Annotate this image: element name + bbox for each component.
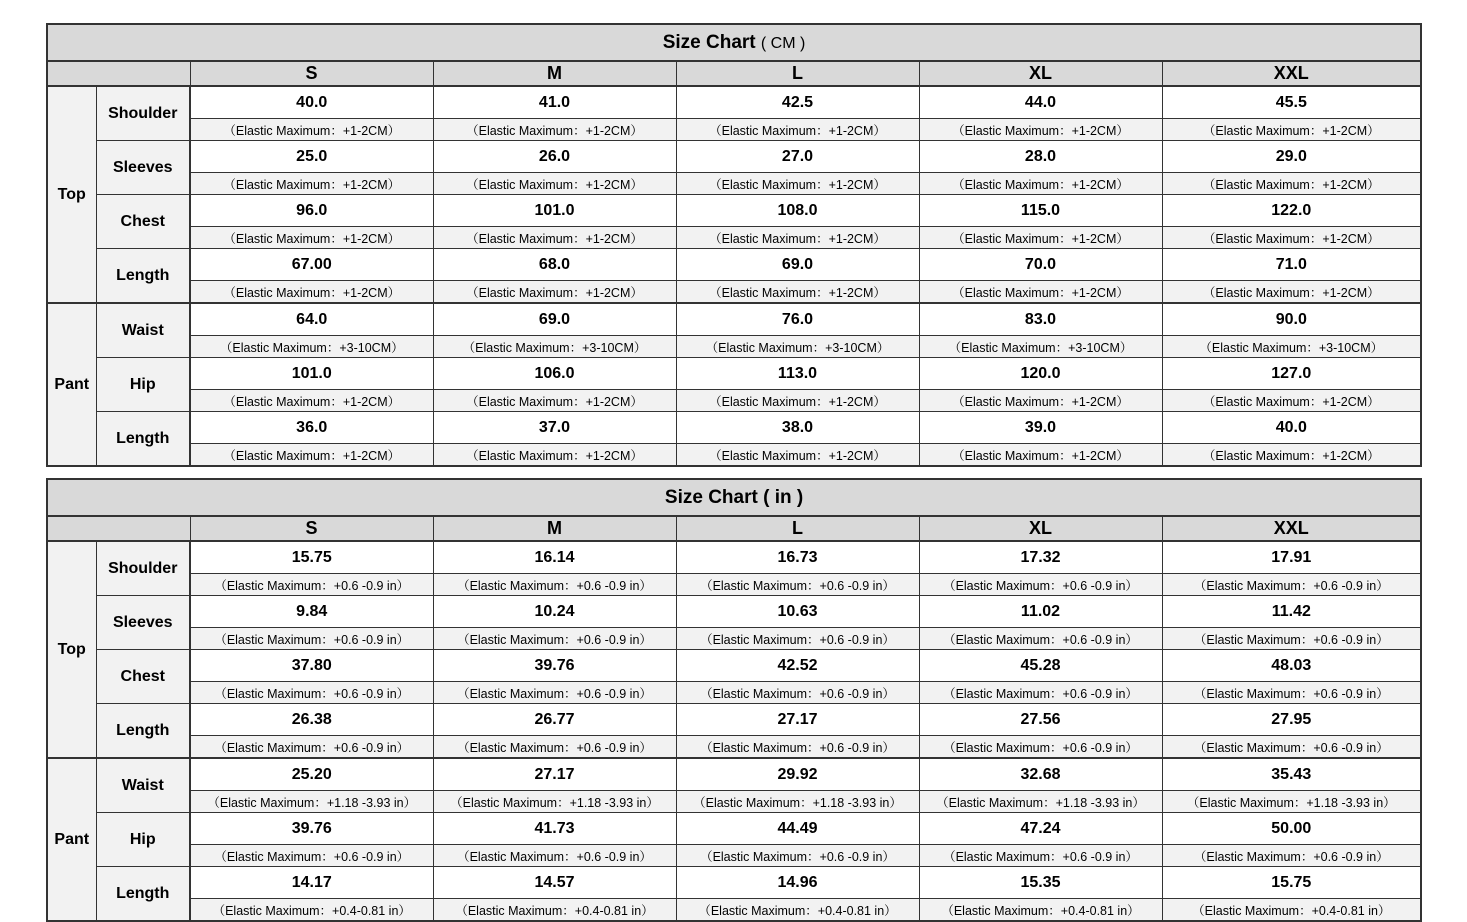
value-cell: 37.0 bbox=[433, 412, 676, 444]
tolerance-note: （Elastic Maximum：+1-2CM） bbox=[919, 119, 1162, 141]
tolerance-row bbox=[47, 390, 1421, 412]
value-cell: 42.5 bbox=[676, 86, 919, 119]
size-header-row bbox=[47, 516, 1421, 541]
value-cell: 15.75 bbox=[1162, 867, 1421, 899]
size-header-xxl: XXL bbox=[1162, 61, 1421, 86]
measurement-label-length: Length bbox=[96, 249, 190, 304]
tolerance-note: （Elastic Maximum：+1-2CM） bbox=[433, 444, 676, 467]
value-cell: 35.43 bbox=[1162, 758, 1421, 791]
group-label-top: Top bbox=[47, 86, 96, 303]
value-cell: 101.0 bbox=[433, 195, 676, 227]
measurement-label-shoulder: Shoulder bbox=[96, 86, 190, 141]
tolerance-note: （Elastic Maximum：+1-2CM） bbox=[1162, 119, 1421, 141]
tolerance-note: （Elastic Maximum：+1-2CM） bbox=[190, 119, 433, 141]
value-cell: 27.56 bbox=[919, 704, 1162, 736]
tolerance-note: （Elastic Maximum：+3-10CM） bbox=[433, 336, 676, 358]
chart-title bbox=[47, 479, 1421, 516]
tolerance-note: （Elastic Maximum：+1-2CM） bbox=[190, 390, 433, 412]
measurement-row bbox=[47, 650, 1421, 682]
tolerance-note: （Elastic Maximum：+0.6 -0.9 in） bbox=[1162, 574, 1421, 596]
measurement-label-chest: Chest bbox=[96, 195, 190, 249]
value-cell: 76.0 bbox=[676, 303, 919, 336]
tolerance-row bbox=[47, 119, 1421, 141]
value-cell: 10.63 bbox=[676, 596, 919, 628]
value-cell: 29.0 bbox=[1162, 141, 1421, 173]
tolerance-note: （Elastic Maximum：+0.6 -0.9 in） bbox=[1162, 736, 1421, 759]
value-cell: 15.75 bbox=[190, 541, 433, 574]
value-cell: 15.35 bbox=[919, 867, 1162, 899]
tolerance-row bbox=[47, 628, 1421, 650]
value-cell: 28.0 bbox=[919, 141, 1162, 173]
tolerance-row bbox=[47, 682, 1421, 704]
value-cell: 36.0 bbox=[190, 412, 433, 444]
tolerance-note: （Elastic Maximum：+1-2CM） bbox=[1162, 281, 1421, 304]
tolerance-row bbox=[47, 336, 1421, 358]
chart-title-row bbox=[47, 24, 1421, 61]
measurement-row bbox=[47, 358, 1421, 390]
tolerance-note: （Elastic Maximum：+1.18 -3.93 in） bbox=[1162, 791, 1421, 813]
tolerance-note: （Elastic Maximum：+0.6 -0.9 in） bbox=[190, 574, 433, 596]
tolerance-note: （Elastic Maximum：+1-2CM） bbox=[1162, 173, 1421, 195]
value-cell: 44.49 bbox=[676, 813, 919, 845]
value-cell: 47.24 bbox=[919, 813, 1162, 845]
value-cell: 108.0 bbox=[676, 195, 919, 227]
value-cell: 115.0 bbox=[919, 195, 1162, 227]
tolerance-note: （Elastic Maximum：+1-2CM） bbox=[433, 227, 676, 249]
tolerance-note: （Elastic Maximum：+1.18 -3.93 in） bbox=[919, 791, 1162, 813]
tolerance-note: （Elastic Maximum：+0.6 -0.9 in） bbox=[676, 682, 919, 704]
tolerance-row bbox=[47, 845, 1421, 867]
measurement-label-chest: Chest bbox=[96, 650, 190, 704]
tolerance-note: （Elastic Maximum：+1.18 -3.93 in） bbox=[676, 791, 919, 813]
value-cell: 37.80 bbox=[190, 650, 433, 682]
measurement-label-sleeves: Sleeves bbox=[96, 596, 190, 650]
measurement-row bbox=[47, 704, 1421, 736]
tolerance-note: （Elastic Maximum：+0.6 -0.9 in） bbox=[919, 845, 1162, 867]
tolerance-note: （Elastic Maximum：+0.6 -0.9 in） bbox=[433, 682, 676, 704]
value-cell: 32.68 bbox=[919, 758, 1162, 791]
value-cell: 41.0 bbox=[433, 86, 676, 119]
size-header-l: L bbox=[676, 61, 919, 86]
tolerance-row bbox=[47, 574, 1421, 596]
size-chart-cm-table bbox=[46, 23, 1422, 467]
tolerance-note: （Elastic Maximum：+0.6 -0.9 in） bbox=[676, 574, 919, 596]
size-header-s: S bbox=[190, 516, 433, 541]
tolerance-note: （Elastic Maximum：+1-2CM） bbox=[190, 444, 433, 467]
value-cell: 68.0 bbox=[433, 249, 676, 281]
tolerance-row bbox=[47, 227, 1421, 249]
measurement-label-hip: Hip bbox=[96, 358, 190, 412]
tolerance-note: （Elastic Maximum：+0.6 -0.9 in） bbox=[433, 574, 676, 596]
tolerance-note: （Elastic Maximum：+1-2CM） bbox=[433, 390, 676, 412]
value-cell: 39.76 bbox=[433, 650, 676, 682]
chart-title bbox=[47, 24, 1421, 61]
size-header-s: S bbox=[190, 61, 433, 86]
value-cell: 16.14 bbox=[433, 541, 676, 574]
tolerance-note: （Elastic Maximum：+0.6 -0.9 in） bbox=[190, 682, 433, 704]
header-corner-cell bbox=[47, 516, 190, 541]
value-cell: 29.92 bbox=[676, 758, 919, 791]
tolerance-note: （Elastic Maximum：+0.6 -0.9 in） bbox=[919, 628, 1162, 650]
value-cell: 96.0 bbox=[190, 195, 433, 227]
value-cell: 42.52 bbox=[676, 650, 919, 682]
value-cell: 40.0 bbox=[190, 86, 433, 119]
size-header-l: L bbox=[676, 516, 919, 541]
tolerance-note: （Elastic Maximum：+3-10CM） bbox=[190, 336, 433, 358]
value-cell: 27.0 bbox=[676, 141, 919, 173]
value-cell: 70.0 bbox=[919, 249, 1162, 281]
value-cell: 39.0 bbox=[919, 412, 1162, 444]
value-cell: 127.0 bbox=[1162, 358, 1421, 390]
tolerance-note: （Elastic Maximum：+1-2CM） bbox=[433, 119, 676, 141]
value-cell: 67.00 bbox=[190, 249, 433, 281]
tolerance-row bbox=[47, 281, 1421, 304]
tolerance-note: （Elastic Maximum：+0.6 -0.9 in） bbox=[433, 845, 676, 867]
measurement-label-waist: Waist bbox=[96, 303, 190, 358]
tolerance-note: （Elastic Maximum：+1-2CM） bbox=[190, 227, 433, 249]
value-cell: 11.02 bbox=[919, 596, 1162, 628]
tolerance-note: （Elastic Maximum：+3-10CM） bbox=[676, 336, 919, 358]
measurement-label-shoulder: Shoulder bbox=[96, 541, 190, 596]
value-cell: 41.73 bbox=[433, 813, 676, 845]
tolerance-note: （Elastic Maximum：+1.18 -3.93 in） bbox=[190, 791, 433, 813]
chart-title-unit: ( CM ) bbox=[760, 34, 806, 52]
chart-title-text: Size Chart bbox=[662, 31, 756, 53]
measurement-row bbox=[47, 141, 1421, 173]
value-cell: 27.95 bbox=[1162, 704, 1421, 736]
tolerance-note: （Elastic Maximum：+0.4-0.81 in） bbox=[676, 899, 919, 922]
tolerance-note: （Elastic Maximum：+0.6 -0.9 in） bbox=[190, 628, 433, 650]
value-cell: 120.0 bbox=[919, 358, 1162, 390]
value-cell: 26.0 bbox=[433, 141, 676, 173]
value-cell: 122.0 bbox=[1162, 195, 1421, 227]
size-header-m: M bbox=[433, 516, 676, 541]
value-cell: 16.73 bbox=[676, 541, 919, 574]
value-cell: 26.38 bbox=[190, 704, 433, 736]
value-cell: 90.0 bbox=[1162, 303, 1421, 336]
measurement-label-sleeves: Sleeves bbox=[96, 141, 190, 195]
size-header-xl: XL bbox=[919, 61, 1162, 86]
value-cell: 27.17 bbox=[433, 758, 676, 791]
value-cell: 45.28 bbox=[919, 650, 1162, 682]
tolerance-note: （Elastic Maximum：+1-2CM） bbox=[1162, 227, 1421, 249]
header-corner-cell bbox=[47, 61, 190, 86]
tolerance-note: （Elastic Maximum：+1-2CM） bbox=[190, 281, 433, 304]
value-cell: 9.84 bbox=[190, 596, 433, 628]
tolerance-note: （Elastic Maximum：+1-2CM） bbox=[433, 281, 676, 304]
tolerance-note: （Elastic Maximum：+1-2CM） bbox=[676, 390, 919, 412]
value-cell: 45.5 bbox=[1162, 86, 1421, 119]
measurement-row bbox=[47, 249, 1421, 281]
value-cell: 27.17 bbox=[676, 704, 919, 736]
value-cell: 10.24 bbox=[433, 596, 676, 628]
measurement-row bbox=[47, 758, 1421, 791]
tolerance-row bbox=[47, 899, 1421, 922]
tolerance-note: （Elastic Maximum：+1-2CM） bbox=[919, 227, 1162, 249]
tolerance-note: （Elastic Maximum：+1-2CM） bbox=[919, 281, 1162, 304]
value-cell: 69.0 bbox=[433, 303, 676, 336]
measurement-label-length: Length bbox=[96, 704, 190, 759]
value-cell: 48.03 bbox=[1162, 650, 1421, 682]
value-cell: 17.32 bbox=[919, 541, 1162, 574]
tolerance-row bbox=[47, 444, 1421, 467]
measurement-row bbox=[47, 303, 1421, 336]
tolerance-note: （Elastic Maximum：+0.6 -0.9 in） bbox=[676, 628, 919, 650]
tolerance-note: （Elastic Maximum：+0.4-0.81 in） bbox=[433, 899, 676, 922]
tolerance-note: （Elastic Maximum：+1.18 -3.93 in） bbox=[433, 791, 676, 813]
tolerance-note: （Elastic Maximum：+0.6 -0.9 in） bbox=[919, 682, 1162, 704]
tolerance-note: （Elastic Maximum：+0.6 -0.9 in） bbox=[1162, 682, 1421, 704]
tolerance-note: （Elastic Maximum：+1-2CM） bbox=[919, 390, 1162, 412]
measurement-row bbox=[47, 412, 1421, 444]
tolerance-row bbox=[47, 173, 1421, 195]
tolerance-note: （Elastic Maximum：+0.6 -0.9 in） bbox=[190, 845, 433, 867]
tolerance-note: （Elastic Maximum：+0.6 -0.9 in） bbox=[676, 736, 919, 759]
tolerance-note: （Elastic Maximum：+0.4-0.81 in） bbox=[190, 899, 433, 922]
tolerance-note: （Elastic Maximum：+1-2CM） bbox=[676, 227, 919, 249]
value-cell: 14.96 bbox=[676, 867, 919, 899]
tolerance-note: （Elastic Maximum：+1-2CM） bbox=[1162, 444, 1421, 467]
value-cell: 113.0 bbox=[676, 358, 919, 390]
measurement-row bbox=[47, 195, 1421, 227]
group-label-pant: Pant bbox=[47, 758, 96, 921]
value-cell: 17.91 bbox=[1162, 541, 1421, 574]
group-label-top: Top bbox=[47, 541, 96, 758]
value-cell: 69.0 bbox=[676, 249, 919, 281]
tolerance-note: （Elastic Maximum：+0.6 -0.9 in） bbox=[433, 628, 676, 650]
value-cell: 40.0 bbox=[1162, 412, 1421, 444]
tolerance-note: （Elastic Maximum：+0.6 -0.9 in） bbox=[676, 845, 919, 867]
tolerance-note: （Elastic Maximum：+1-2CM） bbox=[190, 173, 433, 195]
value-cell: 44.0 bbox=[919, 86, 1162, 119]
value-cell: 38.0 bbox=[676, 412, 919, 444]
size-header-xxl: XXL bbox=[1162, 516, 1421, 541]
tolerance-note: （Elastic Maximum：+1-2CM） bbox=[676, 444, 919, 467]
value-cell: 11.42 bbox=[1162, 596, 1421, 628]
tolerance-note: （Elastic Maximum：+0.4-0.81 in） bbox=[1162, 899, 1421, 922]
tolerance-note: （Elastic Maximum：+1-2CM） bbox=[1162, 390, 1421, 412]
value-cell: 26.77 bbox=[433, 704, 676, 736]
size-header-row bbox=[47, 61, 1421, 86]
measurement-label-waist: Waist bbox=[96, 758, 190, 813]
tolerance-row bbox=[47, 736, 1421, 759]
tolerance-note: （Elastic Maximum：+0.6 -0.9 in） bbox=[433, 736, 676, 759]
measurement-label-hip: Hip bbox=[96, 813, 190, 867]
measurement-label-length: Length bbox=[96, 412, 190, 467]
value-cell: 71.0 bbox=[1162, 249, 1421, 281]
size-header-xl: XL bbox=[919, 516, 1162, 541]
tolerance-note: （Elastic Maximum：+3-10CM） bbox=[919, 336, 1162, 358]
value-cell: 106.0 bbox=[433, 358, 676, 390]
group-label-pant: Pant bbox=[47, 303, 96, 466]
value-cell: 64.0 bbox=[190, 303, 433, 336]
tolerance-note: （Elastic Maximum：+1-2CM） bbox=[919, 173, 1162, 195]
value-cell: 25.0 bbox=[190, 141, 433, 173]
size-chart-in-table bbox=[46, 478, 1422, 922]
tolerance-note: （Elastic Maximum：+1-2CM） bbox=[676, 173, 919, 195]
tolerance-note: （Elastic Maximum：+1-2CM） bbox=[676, 281, 919, 304]
chart-title-text: Size Chart ( in ) bbox=[664, 486, 804, 508]
chart-title-row bbox=[47, 479, 1421, 516]
value-cell: 14.57 bbox=[433, 867, 676, 899]
size-header-m: M bbox=[433, 61, 676, 86]
tolerance-note: （Elastic Maximum：+0.6 -0.9 in） bbox=[919, 574, 1162, 596]
value-cell: 83.0 bbox=[919, 303, 1162, 336]
measurement-row bbox=[47, 596, 1421, 628]
tolerance-note: （Elastic Maximum：+1-2CM） bbox=[676, 119, 919, 141]
measurement-label-length: Length bbox=[96, 867, 190, 922]
measurement-row bbox=[47, 813, 1421, 845]
value-cell: 14.17 bbox=[190, 867, 433, 899]
tolerance-row bbox=[47, 791, 1421, 813]
measurement-row bbox=[47, 541, 1421, 574]
value-cell: 101.0 bbox=[190, 358, 433, 390]
tolerance-note: （Elastic Maximum：+1-2CM） bbox=[919, 444, 1162, 467]
tolerance-note: （Elastic Maximum：+0.4-0.81 in） bbox=[919, 899, 1162, 922]
value-cell: 50.00 bbox=[1162, 813, 1421, 845]
tolerance-note: （Elastic Maximum：+1-2CM） bbox=[433, 173, 676, 195]
measurement-row bbox=[47, 86, 1421, 119]
tolerance-note: （Elastic Maximum：+0.6 -0.9 in） bbox=[1162, 845, 1421, 867]
value-cell: 39.76 bbox=[190, 813, 433, 845]
tolerance-note: （Elastic Maximum：+3-10CM） bbox=[1162, 336, 1421, 358]
tolerance-note: （Elastic Maximum：+0.6 -0.9 in） bbox=[1162, 628, 1421, 650]
tolerance-note: （Elastic Maximum：+0.6 -0.9 in） bbox=[919, 736, 1162, 759]
measurement-row bbox=[47, 867, 1421, 899]
tolerance-note: （Elastic Maximum：+0.6 -0.9 in） bbox=[190, 736, 433, 759]
value-cell: 25.20 bbox=[190, 758, 433, 791]
